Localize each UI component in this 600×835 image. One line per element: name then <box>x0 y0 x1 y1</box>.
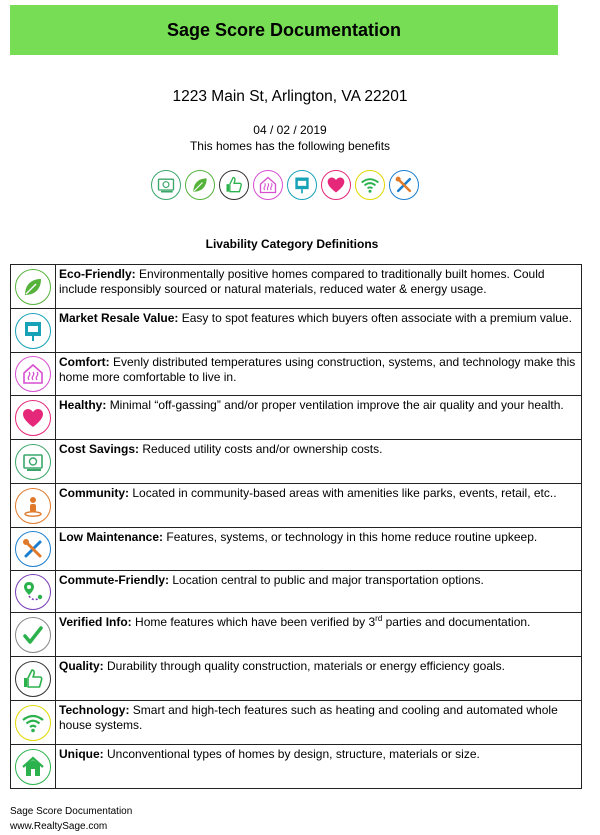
checkmark-icon <box>15 617 51 653</box>
category-definition <box>56 745 582 789</box>
category-description: Features, systems, or technology in this home reduce routine upkeep. <box>166 530 538 544</box>
benefit-badge-for-sale-sign-icon <box>287 170 317 200</box>
category-name: Comfort: <box>59 355 110 369</box>
category-definition <box>56 440 582 484</box>
category-description: Home features which have been verified by 3 <box>135 615 376 629</box>
benefit-badge-leaf-icon <box>185 170 215 200</box>
category-name: Low Maintenance: <box>59 530 164 544</box>
category-icon-cell <box>11 484 56 528</box>
category-icon-cell <box>11 613 56 657</box>
category-description: Durability through quality construction, materials or energy efficiency goals. <box>107 659 505 673</box>
category-icon-cell <box>11 396 56 440</box>
benefit-badge-tools-icon <box>389 170 419 200</box>
category-description: Environmentally positive homes compared to traditionally built homes. Could include responsibly sourced or natural materials, reduced water & energy usage. <box>59 267 545 296</box>
category-icon-cell <box>11 701 56 745</box>
thumbs-up-icon <box>15 661 51 697</box>
category-icon-cell <box>11 440 56 484</box>
category-row <box>11 613 582 657</box>
for-sale-sign-icon <box>15 313 51 349</box>
category-definition <box>56 701 582 745</box>
category-icon-cell <box>11 353 56 396</box>
community-icon <box>15 488 51 524</box>
category-description: Located in community-based areas with amenities like parks, events, retail, etc.. <box>132 486 557 500</box>
category-icon-cell <box>11 265 56 309</box>
category-definition <box>56 571 582 613</box>
category-row <box>11 571 582 613</box>
cost-savings-icon <box>156 175 176 195</box>
comfort-icon <box>258 175 278 195</box>
leaf-icon <box>190 175 210 195</box>
category-definitions-table <box>10 264 582 789</box>
report-date: 04 / 02 / 2019 <box>253 123 327 137</box>
category-description: Unconventional types of homes by design, structure, materials or size. <box>107 747 480 761</box>
category-description: Minimal “off-gassing” and/or proper ventilation improve the air quality and your health. <box>109 398 564 412</box>
benefit-badge-heart-icon <box>321 170 351 200</box>
ordinal-superscript: rd <box>375 614 383 623</box>
benefits-intro: This homes has the following benefits <box>189 139 391 153</box>
category-definition <box>56 353 582 396</box>
category-definition <box>56 528 582 571</box>
benefit-badge-thumbs-up-icon <box>219 170 249 200</box>
wifi-icon <box>15 705 51 741</box>
category-name: Quality: <box>59 659 104 673</box>
category-name: Cost Savings: <box>59 442 140 456</box>
category-name: Eco-Friendly: <box>59 267 136 281</box>
wifi-icon <box>360 175 380 195</box>
category-row <box>11 396 582 440</box>
comfort-icon <box>15 356 51 392</box>
category-row <box>11 701 582 745</box>
footer-title: Sage Score Documentation <box>10 806 133 817</box>
category-name: Technology: <box>59 703 130 717</box>
category-row <box>11 657 582 701</box>
category-definition <box>56 309 582 353</box>
category-row <box>11 265 582 309</box>
cost-savings-icon <box>15 444 51 480</box>
map-pin-icon <box>15 574 51 610</box>
thumbs-up-icon <box>224 175 244 195</box>
category-row <box>11 309 582 353</box>
house-icon <box>15 749 51 785</box>
category-name: Commute-Friendly: <box>59 573 170 587</box>
category-icon-cell <box>11 745 56 789</box>
benefit-badge-cost-savings-icon <box>151 170 181 200</box>
tools-icon <box>394 175 414 195</box>
category-name: Unique: <box>59 747 104 761</box>
category-description: Easy to spot features which buyers often associate with a premium value. <box>181 311 572 325</box>
category-description-end: parties and documentation. <box>382 615 531 629</box>
footer-website: www.RealtySage.com <box>10 821 108 832</box>
tools-icon <box>15 531 51 567</box>
category-name: Verified Info: <box>59 615 132 629</box>
category-name: Healthy: <box>59 398 107 412</box>
benefit-badges <box>151 170 419 200</box>
category-row <box>11 353 582 396</box>
category-description: Location central to public and major transportation options. <box>172 573 484 587</box>
property-address: 1223 Main St, Arlington, VA 22201 <box>172 88 408 105</box>
heart-icon <box>326 175 346 195</box>
category-description: Smart and high-tech features such as heating and cooling and automated whole house systems. <box>59 703 558 732</box>
category-name: Market Resale Value: <box>59 311 179 325</box>
category-row <box>11 440 582 484</box>
definitions-title: Livability Category Definitions <box>205 237 379 251</box>
category-row <box>11 745 582 789</box>
category-definition <box>56 265 582 309</box>
page-title: Sage Score Documentation <box>166 19 402 40</box>
category-icon-cell <box>11 309 56 353</box>
category-description: Evenly distributed temperatures using construction, systems, and technology make this home more comfortable to live in. <box>59 355 576 384</box>
benefit-badge-comfort-icon <box>253 170 283 200</box>
category-name: Community: <box>59 486 129 500</box>
category-icon-cell <box>11 657 56 701</box>
heart-icon <box>15 400 51 436</box>
category-row <box>11 528 582 571</box>
leaf-icon <box>15 269 51 305</box>
benefit-badge-wifi-icon <box>355 170 385 200</box>
category-row <box>11 484 582 528</box>
category-definition <box>56 613 582 657</box>
category-description: Reduced utility costs and/or ownership costs. <box>142 442 383 456</box>
category-definition <box>56 657 582 701</box>
header-banner <box>10 5 558 55</box>
category-definition <box>56 396 582 440</box>
category-icon-cell <box>11 571 56 613</box>
category-icon-cell <box>11 528 56 571</box>
for-sale-sign-icon <box>292 175 312 195</box>
category-definition <box>56 484 582 528</box>
